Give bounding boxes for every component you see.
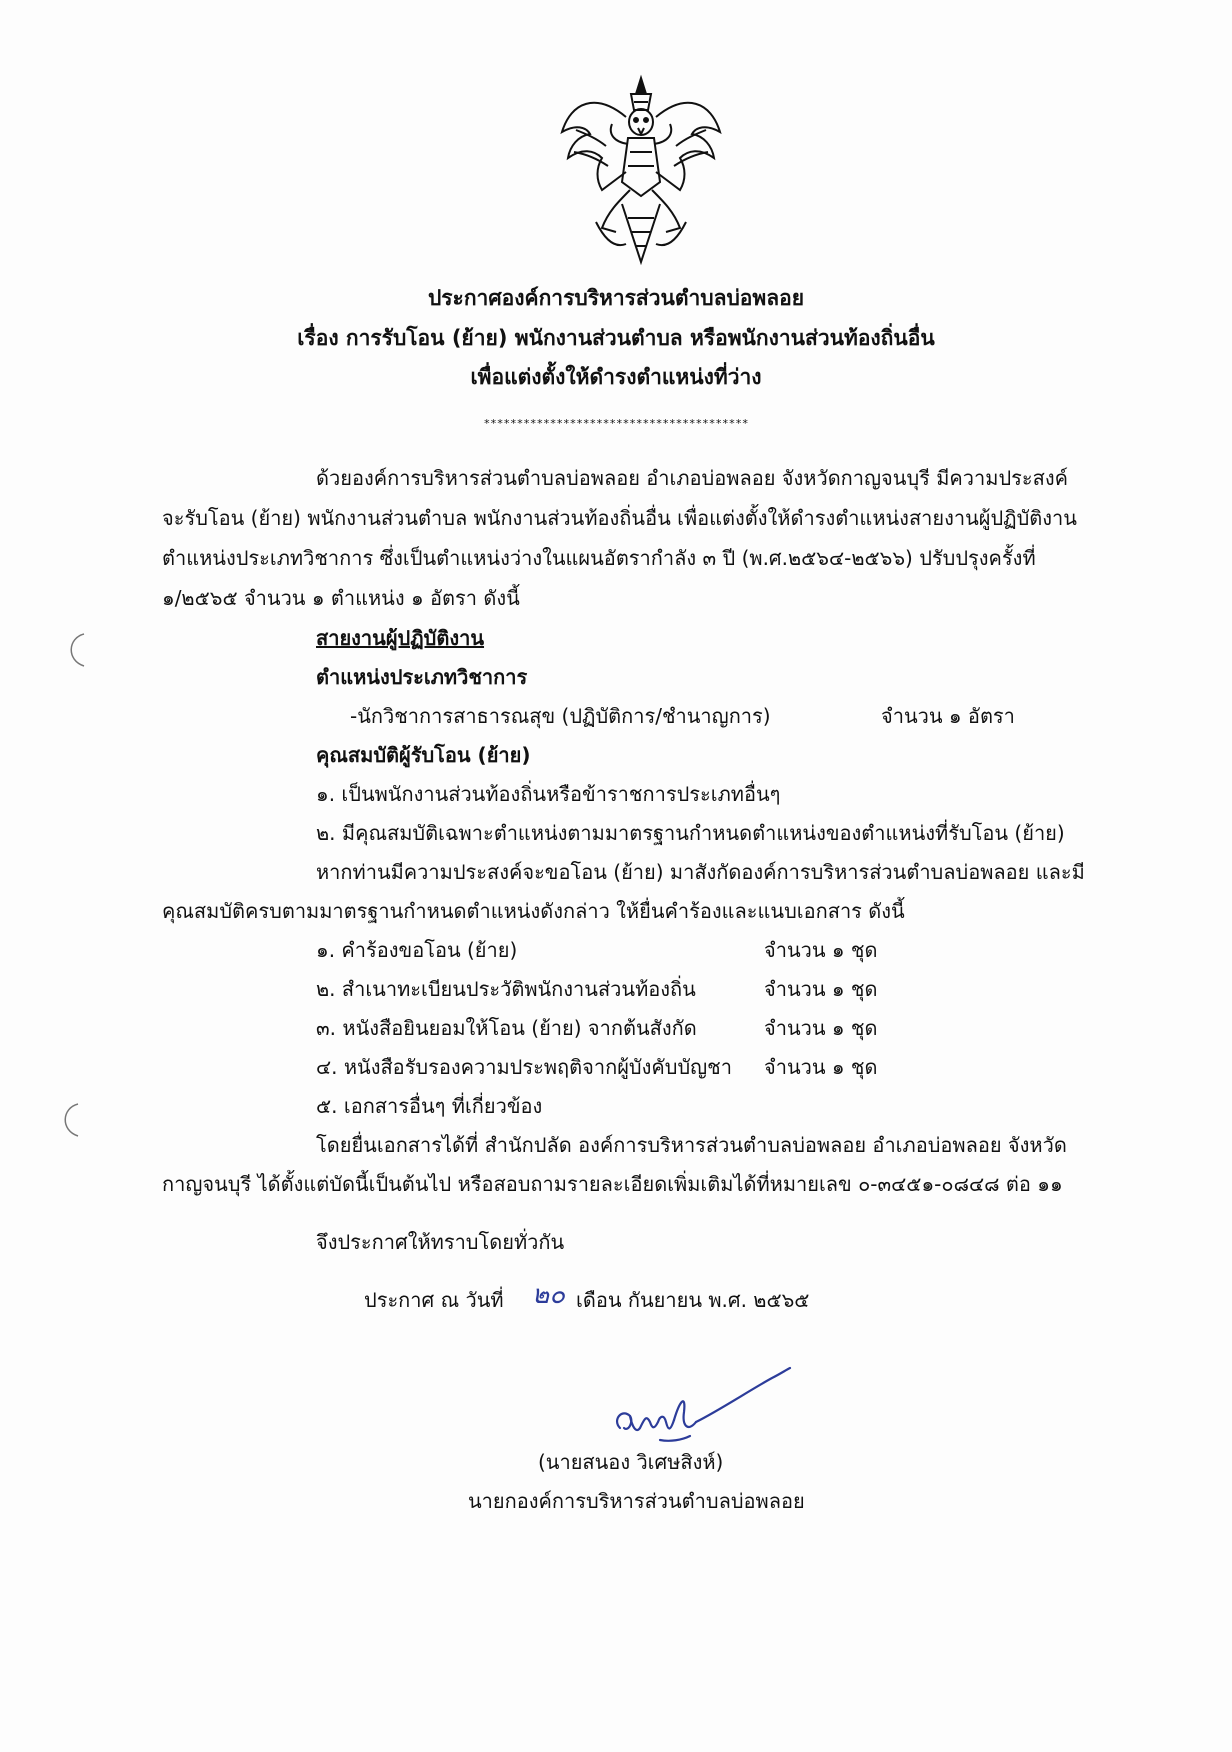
handwritten-day: ๒๐: [532, 1280, 566, 1310]
qualifications-heading: คุณสมบัติผู้รับโอน (ย้าย): [316, 743, 531, 767]
intro-line-3: ตำแหน่งประเภทวิชาการ ซึ่งเป็นตำแหน่งว่างในแผนอัตรากำลัง ๓ ปี (พ.ศ.๒๕๖๔-๒๕๖๖) ปรับปรุงครั้งที่: [162, 546, 1036, 570]
garuda-emblem-icon: [556, 72, 726, 272]
position-name: -นักวิชาการสาธารณสุข (ปฏิบัติการ/ชำนาญการ): [350, 704, 771, 728]
announcement-subject-cont: เพื่อแต่งตั้งให้ดำรงตำแหน่งที่ว่าง: [470, 365, 762, 389]
apply-line-1: หากท่านมีความประสงค์จะขอโอน (ย้าย) มาสังกัดองค์การบริหารส่วนตำบลบ่อพลอย และมี: [316, 860, 1085, 884]
document-qty-2: จำนวน ๑ ชุด: [764, 977, 878, 1001]
intro-line-4: ๑/๒๕๖๕ จำนวน ๑ ตำแหน่ง ๑ อัตรา ดังนี้: [162, 586, 520, 610]
signer-title: นายกองค์การบริหารส่วนตำบลบ่อพลอย: [468, 1489, 805, 1513]
margin-mark-2: [52, 1100, 82, 1140]
announcement-title: ประกาศองค์การบริหารส่วนตำบลบ่อพลอย: [427, 286, 805, 310]
intro-line-2: จะรับโอน (ย้าย) พนักงานส่วนตำบล พนักงานส่วนท้องถิ่นอื่น เพื่อแต่งตั้งให้ดำรงตำแหน่งสายงานผู้ปฏิบัติงาน: [162, 506, 1077, 530]
qualification-item-2: ๒. มีคุณสมบัติเฉพาะตำแหน่งตามมาตรฐานกำหนดตำแหน่งของตำแหน่งที่รับโอน (ย้าย): [316, 821, 1065, 845]
document-item-1: ๑. คำร้องขอโอน (ย้าย): [316, 938, 518, 962]
signer-name: (นายสนอง วิเศษสิงห์): [538, 1450, 724, 1474]
line-heading: สายงานผู้ปฏิบัติงาน: [316, 626, 485, 650]
announcement-subject: เรื่อง การรับโอน (ย้าย) พนักงานส่วนตำบล หรือพนักงานส่วนท้องถิ่นอื่น: [297, 326, 935, 350]
signature-mark: [600, 1350, 800, 1460]
intro-line-1: ด้วยองค์การบริหารส่วนตำบลบ่อพลอย อำเภอบ่อพลอย จังหวัดกาญจนบุรี มีความประสงค์: [316, 466, 1068, 490]
position-type-heading: ตำแหน่งประเภทวิชาการ: [316, 665, 528, 689]
margin-mark-1: [58, 630, 88, 670]
document-qty-4: จำนวน ๑ ชุด: [764, 1055, 878, 1079]
qualification-item-1: ๑. เป็นพนักงานส่วนท้องถิ่นหรือข้าราชการประเภทอื่นๆ: [316, 782, 781, 806]
document-item-5: ๕. เอกสารอื่นๆ ที่เกี่ยวข้อง: [316, 1094, 543, 1118]
submit-line-1: โดยยื่นเอกสารได้ที่ สำนักปลัด องค์การบริหารส่วนตำบลบ่อพลอย อำเภอบ่อพลอย จังหวัด: [316, 1133, 1067, 1157]
date-prefix: ประกาศ ณ วันที่: [364, 1288, 504, 1312]
apply-line-2: คุณสมบัติครบตามมาตรฐานกำหนดตำแหน่งดังกล่าว ให้ยื่นคำร้องและแนบเอกสาร ดังนี้: [162, 899, 905, 923]
date-suffix: เดือน กันยายน พ.ศ. ๒๕๖๕: [576, 1288, 810, 1312]
closing-line: จึงประกาศให้ทราบโดยทั่วกัน: [316, 1230, 565, 1254]
submit-line-2: กาญจนบุรี ได้ตั้งแต่บัดนี้เป็นต้นไป หรือสอบถามรายละเอียดเพิ่มเติมได้ที่หมายเลข ๐-๓๔๕๑-๐๘๔๘ ต่อ ๑๑: [162, 1172, 1063, 1196]
document-item-3: ๓. หนังสือยินยอมให้โอน (ย้าย) จากต้นสังกัด: [316, 1016, 697, 1040]
document-item-4: ๔. หนังสือรับรองความประพฤติจากผู้บังคับบัญชา: [316, 1055, 732, 1079]
document-item-2: ๒. สำเนาทะเบียนประวัติพนักงานส่วนท้องถิ่น: [316, 977, 696, 1001]
position-count: จำนวน ๑ อัตรา: [881, 704, 1015, 728]
document-qty-3: จำนวน ๑ ชุด: [764, 1016, 878, 1040]
separator-stars: ****************************************: [483, 417, 749, 430]
document-qty-1: จำนวน ๑ ชุด: [764, 938, 878, 962]
